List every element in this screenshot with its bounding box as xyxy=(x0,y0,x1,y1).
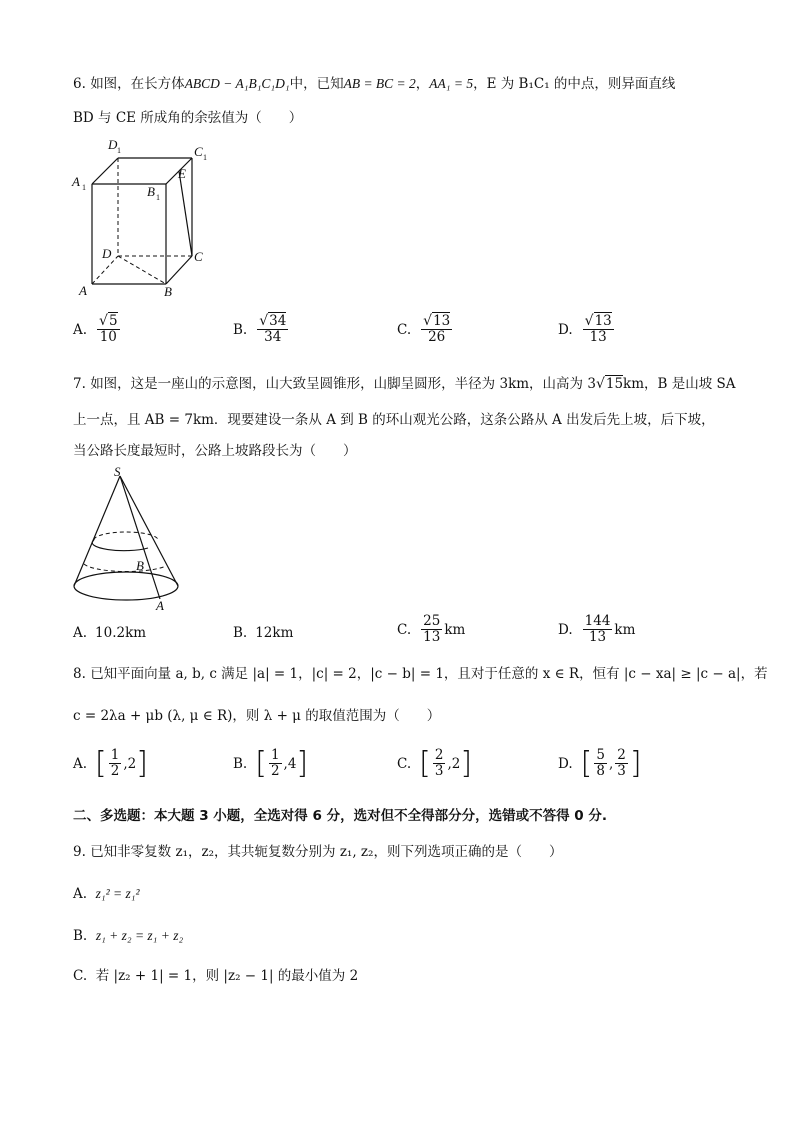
q6-option-d[interactable]: D. $\frac{√13}{13}$ xyxy=(558,313,612,345)
label-S: S xyxy=(114,464,121,479)
label-B1: B xyxy=(147,184,155,199)
q6-line1: 6. 如图，在长方体ABCD − A₁B₁C₁D₁中，已知AB = BC = 2，AA₁ = 5，E 为 B₁C₁ 的中点，则异面直线 xyxy=(73,76,676,92)
label-E: E xyxy=(178,166,186,181)
label-A1: A xyxy=(72,174,80,189)
q7-line1: 7. 如图，这是一座山的示意图，山大致呈圆锥形，山脚呈圆形，半径为 3km，山高为 3√15km，B 是山坡 SA xyxy=(73,376,736,392)
label-A: A xyxy=(79,283,87,298)
q8-option-a[interactable]: A. [ $\frac{1}{2}$ , 2 ] xyxy=(73,745,148,781)
q9-option-b[interactable]: B. z₁ + z₂ = z₁ + z₂ xyxy=(73,928,184,944)
q7-option-d[interactable]: D. $\frac{144}{13}$ km xyxy=(558,613,636,645)
q6-line2: BD 与 CE 所成角的余弦值为（ ） xyxy=(73,110,303,126)
label-C: C xyxy=(194,249,203,264)
q7-line2: 上一点，且 AB = 7km．现要建设一条从 A 到 B 的环山观光公路，这条公路从 A 出发后先上坡，后下坡， xyxy=(73,412,715,428)
q6-number: 6. xyxy=(73,76,86,92)
q9-stem: 9. 已知非零复数 z₁，z₂，其共轭复数分别为 z₁, z₂，则下列选项正确的是（ ） xyxy=(73,844,563,860)
q8-option-b[interactable]: B. [ $\frac{1}{2}$ , 4 ] xyxy=(233,745,309,781)
q8-option-c[interactable]: C. [ $\frac{2}{3}$ , 2 ] xyxy=(397,745,473,781)
q8-line2: c = 2λa + μb (λ, μ ∈ R)，则 λ + μ 的取值范围为（ ） xyxy=(73,708,441,724)
q7-line3: 当公路长度最短时，公路上坡路段长为（ ） xyxy=(73,443,357,459)
section-multi-choice-heading: 二、多选题：本大题 3 小题，全选对得 6 分，选对但不全得部分分，选错或不答得 0 分. xyxy=(73,808,608,824)
label-B: B xyxy=(164,284,172,298)
svg-text:1: 1 xyxy=(117,146,121,155)
q6-cuboid-figure xyxy=(70,136,220,298)
svg-text:1: 1 xyxy=(156,193,160,202)
q6-option-c[interactable]: C. $\frac{√13}{26}$ xyxy=(397,313,451,345)
svg-text:1: 1 xyxy=(203,153,207,162)
q9-option-c[interactable]: C. 若 |z₂ + 1| = 1，则 |z₂ − 1| 的最小值为 2 xyxy=(73,968,359,984)
q6-option-a[interactable]: A. $\frac{√5}{10}$ xyxy=(73,313,118,345)
q8-line1: 8. 已知平面向量 a, b, c 满足 |a| = 1，|c| = 2，|c − b| = 1，且对于任意的 x ∈ R，恒有 |c − xa| ≥ |c − a|，若 xyxy=(73,666,768,682)
q9-option-a[interactable]: A. z₁² = z₁² xyxy=(73,886,140,902)
label-C1: C xyxy=(194,144,203,159)
svg-text:1: 1 xyxy=(82,183,86,192)
q7-cone-figure xyxy=(68,464,188,614)
q7-option-b[interactable]: B. 12km xyxy=(233,625,294,641)
label-D1: D xyxy=(108,137,118,152)
q8-option-d[interactable]: D. [ $\frac{5}{8}$ , $\frac{2}{3}$ ] xyxy=(558,745,642,781)
q6-option-b[interactable]: B. $\frac{√34}{34}$ xyxy=(233,313,287,345)
label-B: B xyxy=(136,558,144,573)
label-A: A xyxy=(156,598,164,613)
label-D: D xyxy=(102,246,112,261)
q7-option-c[interactable]: C. $\frac{25}{13}$ km xyxy=(397,613,466,645)
q7-option-a[interactable]: A. 10.2km xyxy=(73,625,147,641)
